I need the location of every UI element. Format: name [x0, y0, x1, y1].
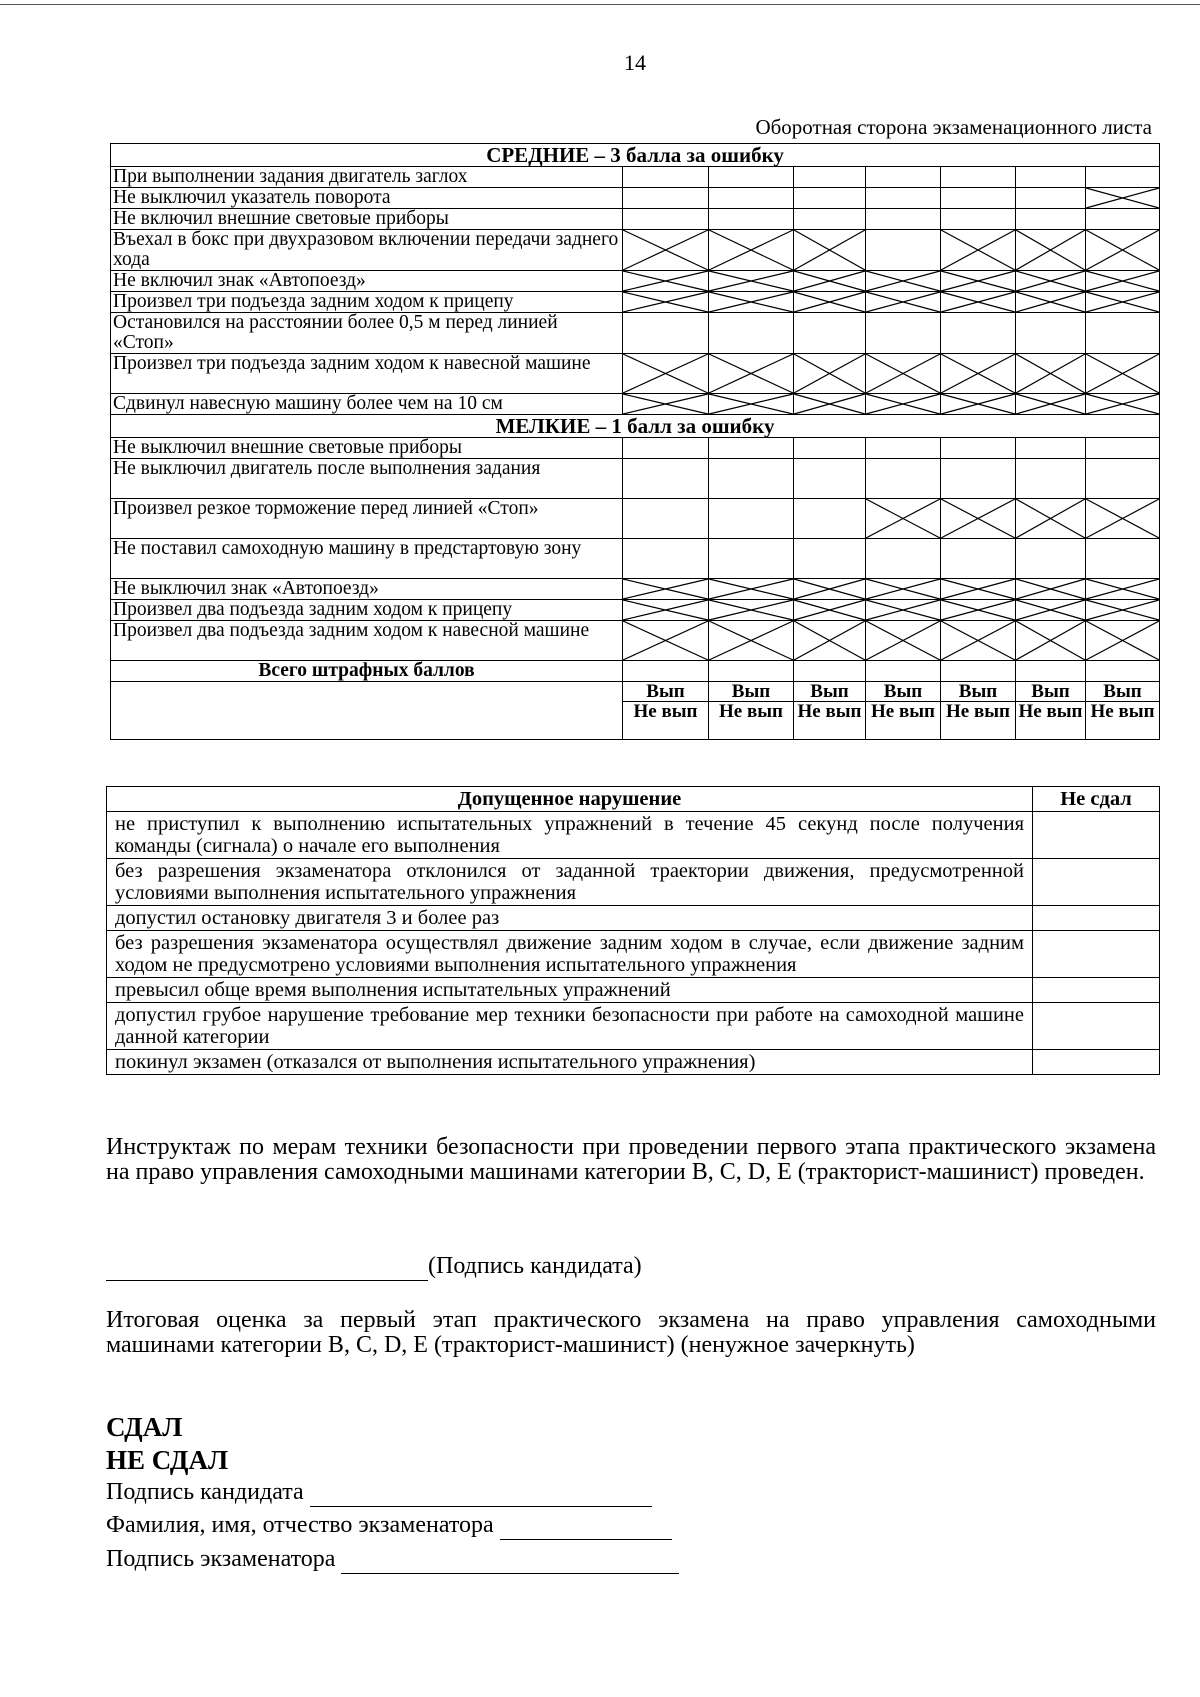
cross-mark-icon	[1016, 354, 1085, 393]
crossed-cell	[866, 579, 941, 600]
crossed-cell	[1086, 621, 1160, 661]
cross-mark-icon	[1086, 579, 1159, 599]
cross-mark-icon	[709, 579, 793, 599]
error-label: Произвел три подъезда задним ходом к навесной машине	[111, 354, 623, 394]
examiner-name-row	[106, 1512, 672, 1540]
cross-mark-icon	[1086, 292, 1159, 312]
score-cell[interactable]	[623, 313, 709, 354]
score-cell[interactable]	[941, 459, 1016, 499]
crossed-cell	[623, 292, 709, 313]
table-row	[111, 188, 1160, 209]
score-cell[interactable]	[623, 539, 709, 579]
examiner-signature-line[interactable]	[341, 1546, 679, 1574]
score-cell[interactable]	[1016, 167, 1086, 188]
violation-text: без разрешения экзаменатора осуществлял движение задним ходом в случае, если движение задним ходом не предусмотрено условиями выполнения испытательного упражнения	[107, 931, 1033, 978]
score-cell[interactable]	[623, 167, 709, 188]
cross-mark-icon	[794, 292, 865, 312]
cross-mark-icon	[1086, 188, 1159, 208]
table-row	[107, 906, 1160, 931]
cross-mark-icon	[866, 394, 940, 414]
cross-mark-icon	[623, 394, 708, 414]
cross-mark-icon	[794, 230, 865, 270]
crossed-cell	[866, 354, 941, 394]
table-row	[107, 931, 1160, 978]
result-cell[interactable]	[866, 682, 941, 740]
score-cell[interactable]	[709, 209, 794, 230]
crossed-cell	[709, 600, 794, 621]
violation-text: без разрешения экзаменатора отклонился от заданной траектории движения, предусмотренной условиями выполнения испытательного упражнения	[107, 859, 1033, 906]
page-subtitle: Оборотная сторона экзаменационного листа	[755, 115, 1152, 139]
table-row	[107, 1050, 1160, 1075]
score-cell[interactable]	[941, 209, 1016, 230]
cross-mark-icon	[623, 354, 708, 393]
score-cell[interactable]	[623, 438, 709, 459]
result-cell[interactable]	[794, 682, 866, 740]
score-cell[interactable]	[623, 188, 709, 209]
cross-mark-icon	[941, 621, 1015, 660]
result-pass-label[interactable]: Вып	[794, 682, 865, 702]
cross-mark-icon	[1086, 354, 1159, 393]
score-cell[interactable]	[941, 313, 1016, 354]
fail-header: Не сдал	[1033, 787, 1160, 812]
result-cell[interactable]	[1086, 682, 1160, 740]
table-row	[111, 167, 1160, 188]
table-row	[111, 539, 1160, 579]
crossed-cell	[709, 354, 794, 394]
total-penalty-cell[interactable]	[623, 661, 709, 682]
crossed-cell	[623, 271, 709, 292]
error-label: Сдвинул навесную машину более чем на 10 см	[111, 394, 623, 415]
score-cell[interactable]	[866, 188, 941, 209]
cross-mark-icon	[709, 292, 793, 312]
table-row	[111, 313, 1160, 354]
cross-mark-icon	[709, 621, 793, 660]
cross-mark-icon	[623, 579, 708, 599]
error-label: Въехал в бокс при двухразовом включении передачи заднего хода	[111, 230, 623, 271]
fail-mark-cell[interactable]	[1033, 812, 1160, 859]
cross-mark-icon	[623, 230, 708, 270]
result-pass-label[interactable]: Вып	[1086, 682, 1159, 702]
score-cell[interactable]	[941, 539, 1016, 579]
crossed-cell	[623, 600, 709, 621]
cross-mark-icon	[941, 394, 1015, 414]
score-cell[interactable]	[1086, 539, 1160, 579]
fail-mark-cell[interactable]	[1033, 931, 1160, 978]
error-label: Не выключил двигатель после выполнения задания	[111, 459, 623, 499]
crossed-cell	[866, 600, 941, 621]
total-penalty-cell[interactable]	[941, 661, 1016, 682]
crossed-cell	[1016, 292, 1086, 313]
cross-mark-icon	[866, 354, 940, 393]
error-label: Не выключил указатель поворота	[111, 188, 623, 209]
score-cell[interactable]	[866, 209, 941, 230]
score-cell[interactable]	[1086, 313, 1160, 354]
crossed-cell	[623, 394, 709, 415]
score-cell[interactable]	[1016, 539, 1086, 579]
crossed-cell	[623, 230, 709, 271]
minor-section-header	[111, 415, 1160, 438]
score-cell[interactable]	[866, 539, 941, 579]
crossed-cell	[623, 354, 709, 394]
crossed-cell	[941, 230, 1016, 271]
cross-mark-icon	[1086, 230, 1159, 270]
score-cell[interactable]	[1086, 459, 1160, 499]
crossed-cell	[794, 394, 866, 415]
crossed-cell	[794, 292, 866, 313]
table-row	[107, 812, 1160, 859]
crossed-cell	[1016, 499, 1086, 539]
top-rule	[0, 4, 1200, 5]
score-cell[interactable]	[1016, 459, 1086, 499]
examiner-name-label: Фамилия, имя, отчество экзаменатора	[106, 1512, 494, 1538]
crossed-cell	[1086, 499, 1160, 539]
crossed-cell	[1016, 271, 1086, 292]
table-row	[111, 499, 1160, 539]
cross-mark-icon	[1016, 271, 1085, 291]
score-cell[interactable]	[709, 313, 794, 354]
candidate-signature-block	[106, 1253, 642, 1281]
score-cell[interactable]	[623, 499, 709, 539]
cross-mark-icon	[866, 271, 940, 291]
cross-mark-icon	[623, 600, 708, 620]
crossed-cell	[709, 394, 794, 415]
cross-mark-icon	[866, 579, 940, 599]
result-fail-label[interactable]: Не вып	[797, 701, 862, 722]
cross-mark-icon	[866, 621, 940, 660]
cross-mark-icon	[1016, 600, 1085, 620]
score-cell[interactable]	[794, 188, 866, 209]
result-fail-label[interactable]: Не вып	[1090, 701, 1155, 722]
score-cell[interactable]	[866, 438, 941, 459]
error-label: Не поставил самоходную машину в предстартовую зону	[111, 539, 623, 579]
score-cell[interactable]	[794, 499, 866, 539]
examiner-signature-label: Подпись экзаменатора	[106, 1546, 336, 1572]
score-table	[110, 143, 1160, 740]
error-label: Не выключил внешние световые приборы	[111, 438, 623, 459]
table-row	[111, 579, 1160, 600]
crossed-cell	[794, 579, 866, 600]
crossed-cell	[866, 499, 941, 539]
cross-mark-icon	[941, 271, 1015, 291]
error-label: Произвел три подъезда задним ходом к прицепу	[111, 292, 623, 313]
table-row	[111, 459, 1160, 499]
examiner-name-line[interactable]	[500, 1512, 672, 1540]
page-number: 14	[624, 50, 646, 75]
final-grade-text: Итоговая оценка за первый этап практического экзамена на право управления самоходными машинами категории B, C, D, E (тракторист-машинист) (ненужное зачеркнуть)	[106, 1307, 1156, 1358]
cross-mark-icon	[941, 499, 1015, 538]
result-cell[interactable]	[1016, 682, 1086, 740]
violations-table	[106, 786, 1160, 1075]
cross-mark-icon	[866, 292, 940, 312]
error-label: Не включил внешние световые приборы	[111, 209, 623, 230]
total-penalty-cell[interactable]	[1016, 661, 1086, 682]
cross-mark-icon	[1016, 394, 1085, 414]
error-label: Произвел два подъезда задним ходом к навесной машине	[111, 621, 623, 661]
score-cell[interactable]	[866, 459, 941, 499]
crossed-cell	[794, 230, 866, 271]
total-penalty-cell[interactable]	[794, 661, 866, 682]
crossed-cell	[1086, 292, 1160, 313]
crossed-cell	[1016, 230, 1086, 271]
error-label: Произвел резкое торможение перед линией «Стоп»	[111, 499, 623, 539]
result-fail-label[interactable]: Не вып	[945, 701, 1010, 722]
error-label: При выполнении задания двигатель заглох	[111, 167, 623, 188]
crossed-cell	[709, 271, 794, 292]
crossed-cell	[941, 579, 1016, 600]
cross-mark-icon	[866, 499, 940, 538]
crossed-cell	[1086, 600, 1160, 621]
result-pass-label[interactable]: Вып	[1016, 682, 1085, 702]
cross-mark-icon	[623, 271, 708, 291]
score-cell[interactable]	[709, 539, 794, 579]
score-cell[interactable]	[941, 167, 1016, 188]
score-cell[interactable]	[709, 438, 794, 459]
crossed-cell	[794, 621, 866, 661]
table-row	[111, 354, 1160, 394]
crossed-cell	[941, 600, 1016, 621]
score-cell[interactable]	[794, 209, 866, 230]
result-fail-label[interactable]: Не вып	[870, 701, 935, 722]
score-cell[interactable]	[794, 167, 866, 188]
result-pass-label[interactable]: Вып	[623, 682, 708, 702]
total-penalty-cell[interactable]	[709, 661, 794, 682]
crossed-cell	[866, 271, 941, 292]
error-label: Не включил знак «Автопоезд»	[111, 271, 623, 292]
score-cell[interactable]	[794, 438, 866, 459]
crossed-cell	[941, 621, 1016, 661]
score-cell[interactable]	[1016, 209, 1086, 230]
total-penalty-cell[interactable]	[1086, 661, 1160, 682]
candidate-signature-label: Подпись кандидата	[106, 1479, 304, 1505]
passed-option[interactable]: СДАЛ	[106, 1412, 183, 1442]
table-row	[107, 978, 1160, 1003]
cross-mark-icon	[709, 271, 793, 291]
cross-mark-icon	[709, 394, 793, 414]
cross-mark-icon	[709, 230, 793, 270]
cross-mark-icon	[1016, 230, 1085, 270]
cross-mark-icon	[1086, 271, 1159, 291]
violation-text: не приступил к выполнению испытательных упражнений в течение 45 секунд после получения команды (сигнала) о начале его выполнения	[107, 812, 1033, 859]
cross-mark-icon	[941, 600, 1015, 620]
cross-mark-icon	[941, 230, 1015, 270]
score-cell[interactable]	[709, 167, 794, 188]
cross-mark-icon	[794, 394, 865, 414]
result-pass-label[interactable]: Вып	[866, 682, 940, 702]
score-cell[interactable]	[709, 459, 794, 499]
candidate-signature-row	[106, 1479, 652, 1507]
score-cell[interactable]	[941, 188, 1016, 209]
crossed-cell	[941, 271, 1016, 292]
result-pass-label[interactable]: Вып	[709, 682, 793, 702]
examiner-signature-row	[106, 1546, 679, 1574]
score-cell[interactable]	[866, 230, 941, 271]
crossed-cell	[866, 292, 941, 313]
violation-text: покинул экзамен (отказался от выполнения испытательного упражнения)	[107, 1050, 1033, 1075]
crossed-cell	[709, 230, 794, 271]
score-cell[interactable]	[1016, 313, 1086, 354]
crossed-cell	[623, 621, 709, 661]
cross-mark-icon	[794, 579, 865, 599]
crossed-cell	[1086, 271, 1160, 292]
crossed-cell	[623, 579, 709, 600]
table-row	[111, 292, 1160, 313]
fail-mark-cell[interactable]	[1033, 859, 1160, 906]
table-row	[111, 394, 1160, 415]
result-cell[interactable]	[941, 682, 1016, 740]
result-fail-label[interactable]: Не вып	[633, 701, 698, 722]
crossed-cell	[1086, 394, 1160, 415]
violation-text: превысил обще время выполнения испытательных упражнений	[107, 978, 1033, 1003]
score-cell[interactable]	[794, 313, 866, 354]
cross-mark-icon	[623, 292, 708, 312]
error-label: Не выключил знак «Автопоезд»	[111, 579, 623, 600]
crossed-cell	[709, 292, 794, 313]
cross-mark-icon	[709, 600, 793, 620]
crossed-cell	[1086, 230, 1160, 271]
crossed-cell	[709, 579, 794, 600]
cross-mark-icon	[1016, 579, 1085, 599]
score-cell[interactable]	[1016, 438, 1086, 459]
crossed-cell	[1086, 579, 1160, 600]
table-row	[111, 209, 1160, 230]
cross-mark-icon	[941, 579, 1015, 599]
safety-briefing-text: Инструктаж по мерам техники безопасности при проведении первого этапа практического экзамена на право управления самоходными машинами категории B, C, D, E (тракторист-машинист) проведен.	[106, 1134, 1156, 1185]
score-cell[interactable]	[709, 188, 794, 209]
score-cell[interactable]	[941, 438, 1016, 459]
cross-mark-icon	[794, 354, 865, 393]
result-cell[interactable]	[709, 682, 794, 740]
score-cell[interactable]	[1086, 167, 1160, 188]
crossed-cell	[1086, 188, 1160, 209]
score-cell[interactable]	[1086, 209, 1160, 230]
score-cell[interactable]	[709, 499, 794, 539]
table-row	[107, 859, 1160, 906]
candidate-signature-line[interactable]	[310, 1479, 652, 1507]
error-label: Остановился на расстоянии более 0,5 м перед линией «Стоп»	[111, 313, 623, 354]
fail-mark-cell[interactable]	[1033, 1003, 1160, 1050]
table-row	[111, 271, 1160, 292]
crossed-cell	[709, 621, 794, 661]
cross-mark-icon	[1086, 394, 1159, 414]
minor-section-title: МЕЛКИЕ – 1 балл за ошибку	[495, 414, 775, 438]
cross-mark-icon	[1016, 621, 1085, 660]
cross-mark-icon	[866, 600, 940, 620]
cross-mark-icon	[941, 292, 1015, 312]
cross-mark-icon	[1086, 499, 1159, 538]
cross-mark-icon	[1086, 621, 1159, 660]
score-cell[interactable]	[623, 209, 709, 230]
fail-mark-cell[interactable]	[1033, 1050, 1160, 1075]
crossed-cell	[941, 499, 1016, 539]
medium-section-title: СРЕДНИЕ – 3 балла за ошибку	[486, 143, 784, 167]
result-fail-label[interactable]: Не вып	[718, 701, 783, 722]
crossed-cell	[1016, 600, 1086, 621]
cross-mark-icon	[1016, 499, 1085, 538]
table-row	[111, 621, 1160, 661]
score-cell[interactable]	[794, 539, 866, 579]
cross-mark-icon	[794, 271, 865, 291]
score-cell[interactable]	[1086, 438, 1160, 459]
error-label: Произвел два подъезда задним ходом к прицепу	[111, 600, 623, 621]
score-cell[interactable]	[1016, 188, 1086, 209]
score-cell[interactable]	[866, 167, 941, 188]
crossed-cell	[1016, 621, 1086, 661]
crossed-cell	[941, 394, 1016, 415]
result-label-cell	[111, 682, 623, 740]
crossed-cell	[866, 621, 941, 661]
failed-option[interactable]: НЕ СДАЛ	[106, 1445, 229, 1475]
result-fail-label[interactable]: Не вып	[1018, 701, 1083, 722]
score-cell[interactable]	[794, 459, 866, 499]
candidate-signature-field[interactable]	[106, 1253, 428, 1281]
table-row	[111, 230, 1160, 271]
medium-section-header	[111, 144, 1160, 167]
crossed-cell	[1086, 354, 1160, 394]
total-penalty-cell[interactable]	[866, 661, 941, 682]
cross-mark-icon	[941, 354, 1015, 393]
fail-mark-cell[interactable]	[1033, 906, 1160, 931]
crossed-cell	[866, 394, 941, 415]
crossed-cell	[794, 271, 866, 292]
result-pass-label[interactable]: Вып	[941, 682, 1015, 702]
cross-mark-icon	[1016, 292, 1085, 312]
cross-mark-icon	[794, 600, 865, 620]
crossed-cell	[941, 354, 1016, 394]
table-row	[107, 1003, 1160, 1050]
crossed-cell	[941, 292, 1016, 313]
violation-text: допустил остановку двигателя 3 и более раз	[107, 906, 1033, 931]
cross-mark-icon	[709, 354, 793, 393]
crossed-cell	[1016, 394, 1086, 415]
table-row	[111, 600, 1160, 621]
fail-mark-cell[interactable]	[1033, 978, 1160, 1003]
crossed-cell	[794, 600, 866, 621]
result-cell[interactable]	[623, 682, 709, 740]
violation-text: допустил грубое нарушение требование мер техники безопасности при работе на самоходной машине данной категории	[107, 1003, 1033, 1050]
crossed-cell	[1016, 354, 1086, 394]
table-row	[111, 438, 1160, 459]
candidate-signature-caption: (Подпись кандидата)	[428, 1253, 642, 1279]
total-penalty-label: Всего штрафных баллов	[111, 661, 623, 682]
crossed-cell	[1016, 579, 1086, 600]
cross-mark-icon	[1086, 600, 1159, 620]
score-cell[interactable]	[866, 313, 941, 354]
cross-mark-icon	[794, 621, 865, 660]
score-cell[interactable]	[623, 459, 709, 499]
crossed-cell	[794, 354, 866, 394]
violation-header: Допущенное нарушение	[107, 787, 1033, 812]
cross-mark-icon	[623, 621, 708, 660]
